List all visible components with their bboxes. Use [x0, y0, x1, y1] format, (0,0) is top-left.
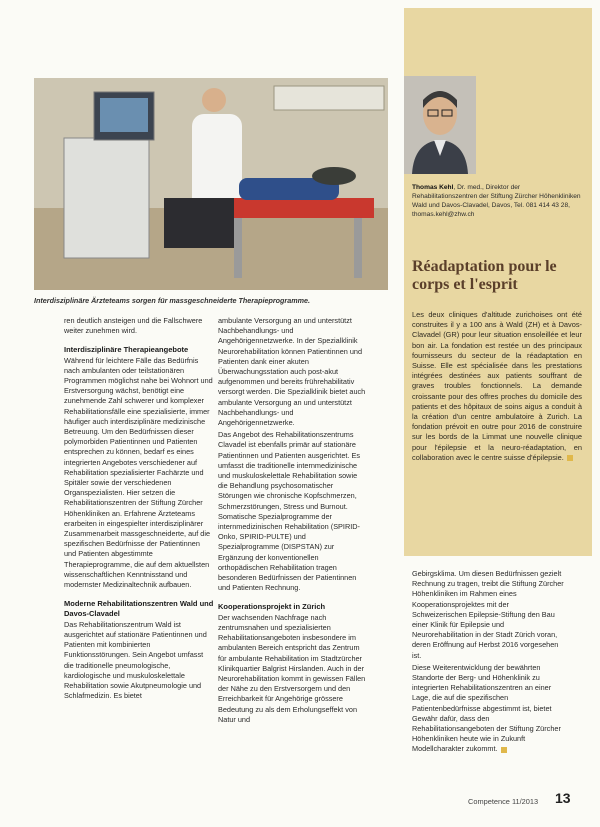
column-3	[412, 569, 564, 757]
column3-paragraph-2	[412, 663, 564, 755]
sidebar-title: Réadaptation pour le corps et l'esprit	[412, 258, 557, 293]
page-number: 13	[555, 790, 571, 806]
column2-paragraph-1: ambulante Versorgung an und unterstützt Nachbehandlungs- und Angehörigennetzwerke. In der Spezialklinik Neurorehabilitation können Patientinnen und Patienten dank einer akuten Überwachungsstation auch post-akut aufgenommen und bereits frührehabilitativ versorgt werden. Die Spezialklinik bietet auch ambulante Versorgung an und unterstützt Nachbehandlungs- und Angehörigennetzwerke.	[218, 316, 366, 428]
end-mark-icon	[501, 747, 507, 753]
author-details: , Dr. med., Direktor der Rehabilitationszentren der Stiftung Zürcher Höhenkliniken Wald und Davos-Clavadel, Davos, Tel. 081 414 43 28, thomas.kehl@zhw.ch	[412, 184, 581, 218]
column1-heading-2: Moderne Rehabilitationszentren Wald und Davos-Clavadel	[64, 599, 214, 619]
column2-paragraph-2: Das Angebot des Rehabilitationszentrums Clavadel ist ebenfalls primär auf stationäre Patientinnen und Patienten ausgerichtet. Es umfasst die traditionelle internmedizinische und muskuloskelettale Rehabilitation sowie die Behandlung psychosomatischer Störungen wie chronische Kopfschmerzen, Schmerzstörungen, Stress und Burnout. Somatische Spezialprogramme der internmedizinischen Rehabilitation (SPIRID-Onko, SPIRID-PULTE) und Spezialprogramme (DISPSTAN) zur Ergänzung der konventionellen orthopädischen Rehabilitation tragen besonderen Bedürfnissen der Patientinnen und Patienten Rechnung.	[218, 430, 360, 593]
main-photo	[34, 78, 388, 290]
magazine-issue: Competence 11/2013	[468, 797, 539, 806]
column2-paragraph-3: Der wachsenden Nachfrage nach zentrumsnahen und spezialisierten Rehabilitationsangeboten insbesondere im ambulanten Bereich entspricht das Zentrum für ambulante Rehabilitation im Stadtzürcher Klinikquartier Balgrist Hirslanden. Auch in der Neurorehabilitation kommt in gewissen Fällen der Nähe zu den Erstversorgern und den Erreichbarkeit für Angehörige grössere Bedeutung zu als dem Erholungseffekt von Natur und	[218, 612, 366, 724]
column1-paragraph-2: Das Rehabilitationszentrum Wald ist ausgerichtet auf stationäre Patientinnen und Patienten mit kombinierten Funktionsstörungen. Sein Angebot umfasst die traditionelle pneumologische, kardiologische und muskuloskelettale Rehabilitation sowie Akutpneumologie und Schlafmedizin. Es bietet	[64, 619, 207, 701]
column1-paragraph-1: Während für leichtere Fälle das Bedürfnis nach ambulanten oder teilstationären Programmen möglichst nahe bei Wohnort und Erstversorgung wächst, benötigt eine zunehmende Zahl schwerer und komplexer Rehabilitationsfälle eine spezialisierte, immer häufiger auch interdisziplinäre medizinische Betreuung. Um den Bedürfnissen dieser polymorbiden Patientinnen und Patienten entsprechen zu können, bedarf es eines integrierten Angebotes verschiedener auf Rehabilitation spezialisierter Fachärzte und Spitäler sowie der verschiedenen Organspezialisten. Hier setzen die Rehabilitationszentren der Stiftung Zürcher Höhenkliniken an. Erfahrene Ärzteteams erarbeiten in eingespielter interdisziplinärer Zusammenarbeit massgeschneiderte, auf die spezifischen Bedürfnisse der Patientinnen und Patienten abgestimmte Therapieprogramme, die auf dem aktuellsten wissenschaftlichen Kenntnisstand und modernster Medizinaltechnik aufbauen.	[64, 355, 213, 590]
end-mark-icon	[567, 455, 573, 461]
column-1	[64, 316, 214, 703]
sidebar-body: Les deux cliniques d'altitude zurichoises ont été construites il y a 100 ans à Wald (ZH) et à Davos-Clavadel (GR) pour leur situation ensoleillée et leur bon air. La fondation est restée un des principaux fournisseurs du secteur de la réadaptation en Suisse. Elle est spécialisée dans les prestations intégrées destinées aux patients souffrant de graves troubles fonctionnels. La demande croissante pour des offres proches du domicile des patients et des hôpitaux de soins aigus a conduit à la création d'un centre ambulatoire à Zurich. La fondation prévoit en outre pour 2016 de construire sur les bords de la Limmat une nouvelle clinique pour l'épilepsie et la neuro-réadaptation, en collaboration avec le centre suisse d'épilepsie.	[412, 310, 582, 462]
column2-heading: Kooperationsprojekt in Zürich	[218, 602, 326, 612]
author-portrait	[404, 76, 476, 174]
column3-paragraph-1: Gebirgsklima. Um diesen Bedürfnissen gezielt Rechnung zu tragen, treibt die Stiftung Zürcher Höhenkliniken im Rahmen eines Kooperationsprojektes mit der Schweizerischen Epilepsie-Stiftung den Bau einer Klinik für Epilepsie und Neurorehabilitation in der Stadt Zürich voran, deren Eröffnung auf Herbst 2016 vorgesehen ist.	[412, 569, 564, 660]
column1-lead: ren deutlich ansteigen und die Fallschwere weiter zunehmen wird.	[64, 316, 203, 336]
column-2	[218, 316, 368, 727]
column1-heading-1: Interdisziplinäre Therapieangebote	[64, 345, 189, 355]
photo-caption: Interdisziplinäre Ärzteteams sorgen für massgeschneiderte Therapieprogramme.	[34, 296, 311, 305]
photo-illustration	[34, 78, 388, 290]
author-name: Thomas Kehl	[412, 184, 454, 191]
sidebar-text	[412, 310, 582, 463]
column3-paragraph-2-text: Diese Weiterentwicklung der bewährten Standorte der Berg- und Höhenklinik zu integrierten Rehabilitationszentren an einer Lage, die auf die spezifischen Patientenbedürfnisse abgestimmt ist, bietet Gewähr dafür, dass den Rehabilitationsangeboten der Stiftung Zürcher Höhenkliniken heute wie in Zukunft Modellcharakter zukommt.	[412, 662, 561, 754]
portrait-illustration	[404, 76, 476, 174]
author-bio	[412, 183, 587, 219]
